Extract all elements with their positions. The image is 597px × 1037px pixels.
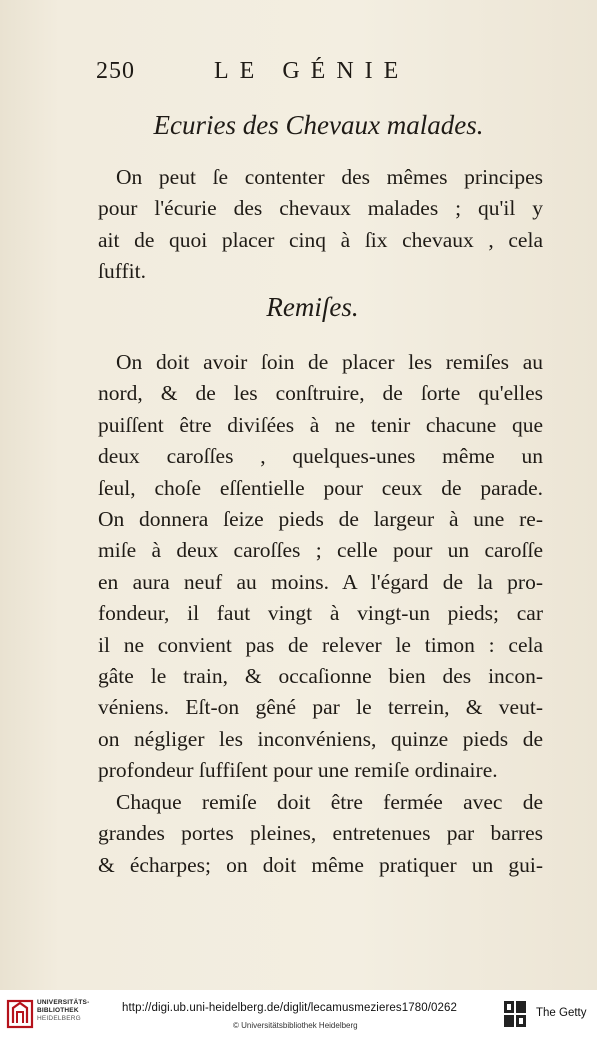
text-line: On donnera ſeize pieds de largeur à une re- — [98, 507, 543, 532]
text-line: ſeul, choſe eſſentielle pour ceux de parade. — [98, 475, 543, 500]
section-title-remises: Remiſes. — [266, 292, 359, 322]
viewer-footer — [0, 990, 597, 1037]
text-line: on négliger les inconvéniens, quinze pieds de — [98, 726, 543, 751]
page-header — [96, 58, 546, 92]
text-line: deux caroſſes , quelques-unes même un — [98, 444, 543, 469]
section-title-ecuries: Ecuries des Chevaux malades. — [153, 110, 484, 140]
page-number: 250 — [96, 58, 135, 84]
text-line: gâte le train, & occaſionne bien des incon- — [98, 664, 543, 689]
text-line: il ne convient pas de relever le timon : cela — [98, 632, 543, 657]
running-title: LE GÉNIE — [214, 58, 410, 84]
text-line: miſe à deux caroſſes ; celle pour un caroſſe — [98, 538, 543, 563]
text-line: ait de quoi placer cinq à ſix chevaux , cela — [98, 227, 543, 252]
university-name-line: HEIDELBERG — [37, 1015, 81, 1022]
text-line: en aura neuf au moins. A l'égard de la pro- — [98, 569, 543, 594]
university-name — [37, 999, 89, 1023]
text-line: pour l'écurie des chevaux malades ; qu'il y — [98, 196, 543, 221]
getty-logo-icon[interactable] — [503, 1000, 527, 1028]
text-line: fondeur, il faut vingt à vingt-un pieds; car — [98, 601, 543, 626]
text-line: véniens. Eſt-on gêné par le terrein, & veut- — [98, 695, 543, 720]
text-line: On peut ſe contenter des mêmes principes — [116, 165, 543, 189]
paragraph-remises — [98, 347, 543, 881]
getty-name: The Getty — [536, 1007, 587, 1019]
university-name-line: UNIVERSITÄTS- — [37, 999, 90, 1006]
text-line: ſuffit. — [98, 259, 146, 284]
permalink-url[interactable]: http://digi.ub.uni-heidelberg.de/diglit/lecamusmezieres1780/0262 — [122, 1002, 457, 1014]
text-line: profondeur ſuffiſent pour une remiſe ordinaire. — [98, 758, 498, 783]
paragraph-ecuries — [98, 162, 543, 288]
text-line: Chaque remiſe doit être fermée avec de — [116, 789, 543, 814]
text-line: grandes portes pleines, entretenues par barres — [98, 821, 543, 846]
university-name-line: BIBLIOTHEK — [37, 1007, 79, 1014]
text-line: On doit avoir ſoin de placer les remiſes au — [116, 350, 543, 374]
copyright-notice: © Universitätsbibliothek Heidelberg — [233, 1021, 358, 1030]
university-logo-icon[interactable] — [6, 998, 34, 1030]
text-line: puiſſent être diviſées à ne tenir chacune que — [98, 412, 543, 437]
text-line: & écharpes; on doit même pratiquer un gui- — [98, 852, 543, 877]
text-line: nord, & de les conſtruire, de ſorte qu'elles — [98, 381, 543, 406]
